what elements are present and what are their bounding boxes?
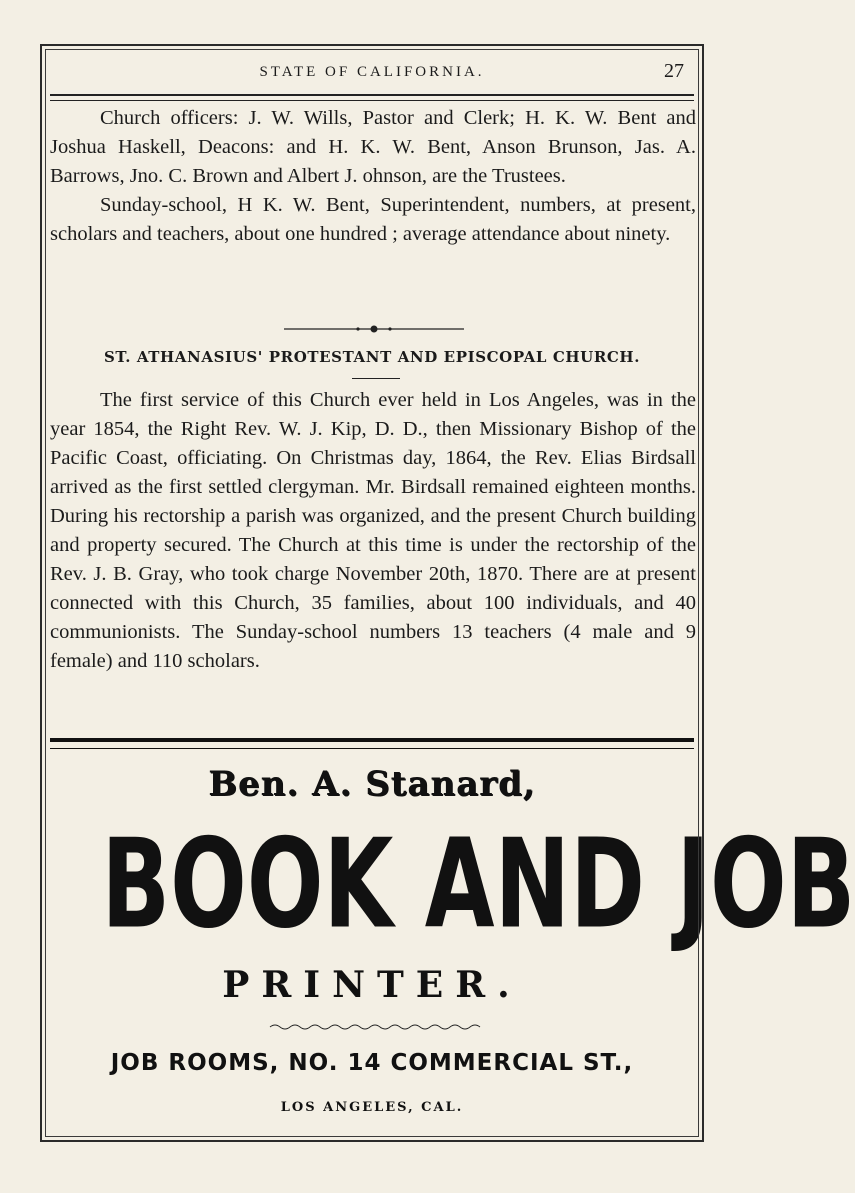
- heading-underline: [352, 378, 400, 379]
- church-officers-section: [50, 104, 696, 249]
- section-heading: ST. ATHANASIUS' PROTESTANT AND EPISCOPAL CHURCH.: [103, 348, 641, 366]
- ad-headline: BOOK AND JOB: [101, 812, 855, 956]
- ad-address: JOB ROOMS, NO. 14 COMMERCIAL ST.,: [110, 1050, 634, 1076]
- page-number: 27: [664, 60, 684, 82]
- sunday-school-paragraph: Sunday-school, H K. W. Bent, Superintendent, numbers, at present, scholars and teachers, about one hundred ; average attendance about ninety.: [50, 194, 696, 245]
- ad-city: LOS ANGELES, CAL.: [280, 1100, 464, 1115]
- running-head: STATE OF CALIFORNIA.: [259, 64, 485, 80]
- page-frame: [40, 44, 855, 1142]
- advertisement-rule: [50, 738, 694, 749]
- page-header: [50, 58, 694, 88]
- advertiser-name: Ben. A. Stanard,: [208, 764, 536, 804]
- ornament-divider: [284, 322, 464, 336]
- church-history-section: [50, 386, 696, 676]
- wavy-divider: [270, 1022, 484, 1032]
- officers-paragraph: Church officers: J. W. Wills, Pastor and Clerk; H. K. W. Bent and Joshua Haskell, Deacons: and H. K. W. Bent, Anson Brunson, Jas. A. Barrows, Jno. C. Brown and Albert J. ohnson, are the Trustees.: [50, 107, 696, 187]
- ad-subheadline: PRINTER.: [222, 964, 522, 1006]
- header-rule: [50, 94, 694, 101]
- history-paragraph: The first service of this Church ever held in Los Angeles, was in the year 1854, the Right Rev. W. J. Kip, D. D., then Missionary Bishop of the Pacific Coast, officiating. On Christmas day, 1864, the Rev. Elias Birdsall arrived as the first settled clergyman. Mr. Birdsall remained eighteen months. During his rectorship a parish was organized, and the present Church building and property secured. The Church at this time is under the rectorship of the Rev. J. B. Gray, who took charge November 20th, 1870. There are at present connected with this Church, 35 families, about 100 individuals, and 40 communionists. The Sunday-school numbers 13 teachers (4 male and 9 female) and 110 scholars.: [50, 389, 696, 672]
